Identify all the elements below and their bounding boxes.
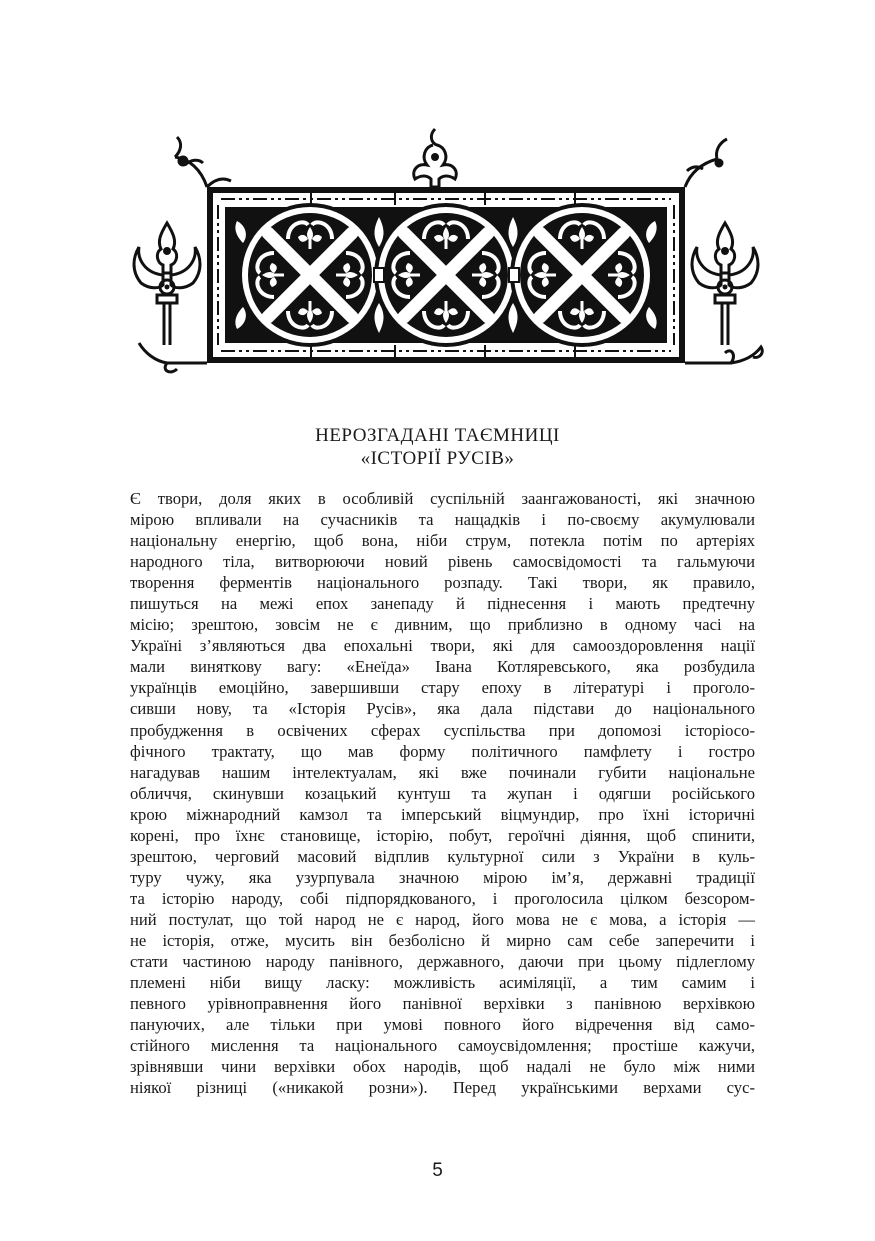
text-line: національну енергію, щоб вона, ніби струм, потекла потім по артеріях <box>130 531 755 551</box>
text-line: зрівнявши чини верхівки обох народів, щоб надалі не було між ними <box>130 1057 755 1077</box>
text-line: Україні з’являються два епохальні твори, які для самооздоровлення нації <box>130 636 755 656</box>
text-line: не історія, отже, мусить він безболісно й мирно сам себе заперечити і <box>130 930 755 950</box>
text-line: сивши нову, та «Історія Русів», яка дала підстави до національного <box>130 699 755 719</box>
text-line: обличчя, скинувши козацький кунтуш та жупан і одягши російського <box>130 783 755 803</box>
text-line: пануючих, але тільки при умові повного його відречення від само- <box>130 1015 755 1035</box>
text-line: зрештою, черговий масовий відплив культурної сили з України в куль- <box>130 846 755 866</box>
text-line: ніякої різниці («никакой розни»). Перед українськими верхами сус- <box>130 1078 755 1098</box>
chapter-heading <box>0 424 875 470</box>
decorative-ornament-icon <box>125 125 775 375</box>
heading-line-2: «ІСТОРІЇ РУСІВ» <box>360 448 515 469</box>
text-line: творення ферментів національного розпаду. Такі твори, як правило, <box>130 573 755 593</box>
body-paragraph <box>130 488 755 1098</box>
heading-line-1: НЕРОЗГАДАНІ ТАЄМНИЦІ <box>315 425 560 446</box>
text-line: та історію народу, собі підпорядкованого, і проголосила цілком безсором- <box>130 888 755 908</box>
text-line: стійного мислення та національного самоусвідомлення; простіше кажучи, <box>130 1036 755 1056</box>
text-line: певного урівноправнення його панівної верхівки з панівною верхівкою <box>130 994 755 1014</box>
text-line: стати частиною народу панівного, державного, даючи при цьому підлеглому <box>130 952 755 972</box>
text-line: народного тіла, витворюючи новий рівень самосвідомості та гальмуючи <box>130 552 755 572</box>
text-line: туру чужу, яка узурпувала значною мірою ім’я, державні традиції <box>130 867 755 887</box>
text-line: мали виняткову вагу: «Енеїда» Івана Котляревського, яка розбудила <box>130 657 755 677</box>
text-line: корені, про їхнє становище, історію, побут, героїчні діяння, щоб спинити, <box>130 825 755 845</box>
text-line: пробудження в освічених сферах суспільства при допомозі історіосо- <box>130 720 755 740</box>
text-line: українців емоційно, завершивши стару епоху в літературі і проголо- <box>130 678 755 698</box>
text-line: Є твори, доля яких в особливій суспільній заангажованості, які значною <box>130 489 755 508</box>
text-line: місію; зрештою, зовсім не є дивним, що приблизно в одному часі на <box>130 615 755 635</box>
page-number: 5 <box>432 1160 443 1181</box>
text-line: крою міжнародний камзол та імперський віцмундир, про їхні історичні <box>130 804 755 824</box>
text-line: племені ніби вищу ласку: можливість асиміляції, а тим самим і <box>130 973 755 993</box>
text-line: фічного трактату, що мав форму політичного памфлету і гостро <box>130 741 755 761</box>
text-line: мірою впливали на сучасників та нащадків і по-своєму акумулювали <box>130 510 755 530</box>
text-line: нагадував нашим інтелектуалам, які вже починали губити національне <box>130 762 755 782</box>
text-line: пишуться на межі епох занепаду й піднесення і мають предтечну <box>130 594 755 614</box>
text-line: ний постулат, що той народ не є народ, його мова не є мова, а історія — <box>130 909 755 929</box>
